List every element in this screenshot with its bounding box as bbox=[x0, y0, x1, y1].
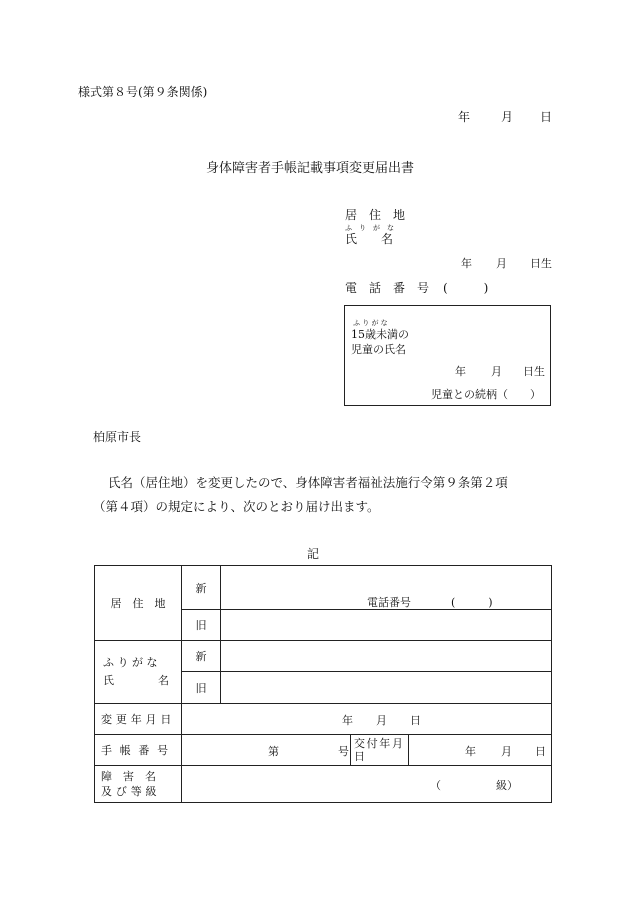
name-label: 氏 名 bbox=[103, 674, 169, 687]
change-date-field[interactable] bbox=[182, 704, 552, 735]
change-date-label: 変更年月日 bbox=[95, 704, 182, 735]
date-day: 日 bbox=[540, 110, 553, 124]
address-old-label: 旧 bbox=[182, 610, 221, 641]
child-relation: 児童との続柄（ ） bbox=[431, 388, 541, 401]
name-furigana-label: ふ り が な bbox=[103, 656, 158, 669]
applicant-furigana: ふ り が な bbox=[345, 224, 394, 232]
form-number-label: 様式第８号(第９条関係) bbox=[78, 85, 208, 99]
disability-label-cell bbox=[95, 766, 182, 803]
child-label-line1: 15歳未満の bbox=[351, 328, 409, 341]
applicant-birth-day: 日生 bbox=[530, 257, 552, 270]
name-label-cell bbox=[95, 641, 182, 704]
issue-date-label: 交付年月日 bbox=[351, 735, 409, 766]
address-label: 居 住 地 bbox=[110, 597, 166, 610]
applicant-phone-label: 電 話 番 号 bbox=[345, 281, 430, 295]
document-title: 身体障害者手帳記載事項変更届出書 bbox=[206, 161, 415, 176]
name-old-field[interactable] bbox=[221, 672, 552, 704]
address-old-field[interactable] bbox=[221, 610, 552, 641]
notebook-dai: 第 bbox=[268, 745, 279, 758]
disability-label-2: 及び等級 bbox=[101, 785, 161, 798]
date-month: 月 bbox=[501, 110, 514, 124]
change-date-row bbox=[95, 704, 552, 735]
issue-date-day: 日 bbox=[535, 745, 546, 758]
notebook-row bbox=[95, 735, 552, 766]
body-line-1: 氏名（居住地）を変更したので、身体障害者福祉法施行令第９条第２項 bbox=[108, 475, 508, 490]
child-birth-month: 月 bbox=[491, 365, 502, 378]
notebook-number-field[interactable] bbox=[182, 735, 351, 766]
disability-row bbox=[95, 766, 552, 803]
name-old-label: 旧 bbox=[182, 672, 221, 704]
table-phone-parens: ( ) bbox=[451, 596, 493, 609]
change-date-month: 月 bbox=[376, 714, 387, 727]
applicant-birth-year: 年 bbox=[461, 257, 472, 270]
change-date-year: 年 bbox=[342, 714, 353, 727]
name-new-label: 新 bbox=[182, 641, 221, 672]
child-birth-year: 年 bbox=[455, 365, 466, 378]
name-new-field[interactable] bbox=[221, 641, 552, 672]
child-label-line2: 児童の氏名 bbox=[351, 343, 406, 356]
details-table bbox=[94, 565, 552, 803]
issue-date-year: 年 bbox=[465, 745, 476, 758]
notebook-go: 号 bbox=[338, 745, 349, 758]
child-birth-day: 日生 bbox=[523, 365, 545, 378]
issue-date-field[interactable] bbox=[409, 735, 552, 766]
disability-label-1: 障 害 名 bbox=[101, 770, 156, 783]
change-date-day: 日 bbox=[410, 714, 421, 727]
notebook-label: 手帳番号 bbox=[95, 735, 182, 766]
applicant-birth-month: 月 bbox=[496, 257, 507, 270]
disability-grade: （ 級） bbox=[430, 779, 518, 792]
ki-heading: 記 bbox=[307, 547, 320, 561]
address-new-field[interactable] bbox=[221, 566, 552, 610]
applicant-address-label: 居 住 地 bbox=[345, 208, 406, 222]
address-label-cell bbox=[95, 566, 182, 641]
address-new-row bbox=[95, 566, 552, 610]
address-new-label: 新 bbox=[182, 566, 221, 610]
disability-field[interactable] bbox=[182, 766, 552, 803]
table-phone-label: 電話番号 bbox=[367, 596, 411, 609]
applicant-name-label: 氏 名 bbox=[345, 232, 394, 246]
name-new-row bbox=[95, 641, 552, 672]
addressee: 柏原市長 bbox=[93, 430, 142, 444]
issue-date-month: 月 bbox=[501, 745, 512, 758]
child-furigana: ふ り が な bbox=[353, 319, 388, 327]
date-year: 年 bbox=[458, 110, 471, 124]
body-line-2: （第４項）の規定により、次のとおり届け出ます。 bbox=[93, 499, 380, 514]
applicant-phone-parens: ( ) bbox=[443, 281, 489, 295]
child-info-box bbox=[344, 305, 551, 406]
